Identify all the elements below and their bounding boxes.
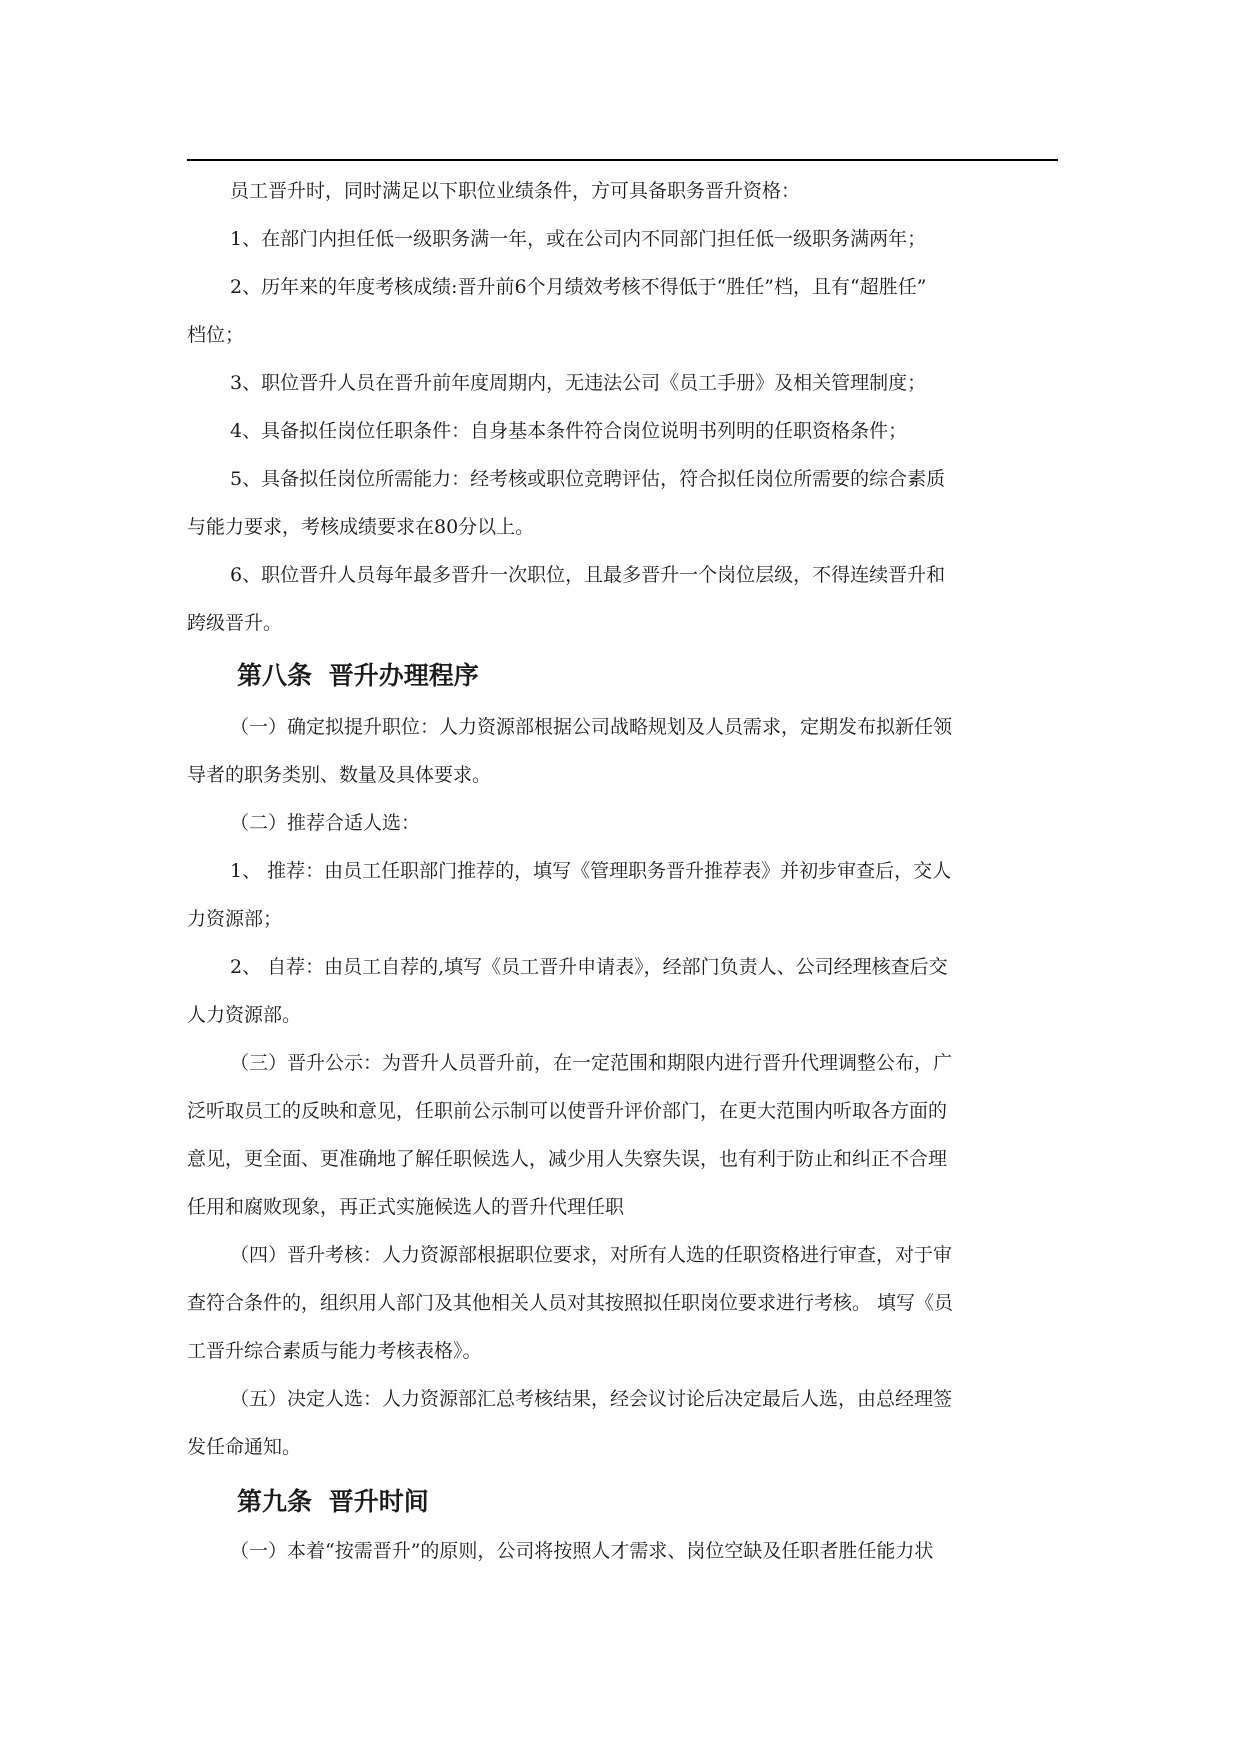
conditions-block	[187, 167, 1058, 647]
paragraph-line: 2、历年来的年度考核成绩:晋升前6个月绩效考核不得低于“胜任”档，且有“超胜任”	[230, 276, 927, 298]
paragraph-line: 3、职位晋升人员在晋升前年度周期内，无违法公司《员工手册》及相关管理制度；	[230, 372, 927, 394]
paragraph-line: （二）推荐合适人选：	[230, 812, 421, 834]
paragraph-line: 1、在部门内担任低一级职务满一年，或在公司内不同部门担任低一级职务满两年；	[230, 228, 927, 250]
paragraph-line: 人力资源部。	[187, 1004, 302, 1026]
paragraph-line: 2、 自荐：由员工自荐的,填写《员工晋升申请表》，经部门负责人、公司经理核查后交	[230, 956, 948, 978]
document-body	[187, 167, 1058, 1575]
paragraph-line: 6、职位晋升人员每年最多晋升一次职位，且最多晋升一个岗位层级，不得连续晋升和	[230, 564, 946, 586]
paragraph-line: 导者的职务类别、数量及具体要求。	[187, 764, 492, 786]
paragraph-line: 4、具备拟任岗位任职条件：自身基本条件符合岗位说明书列明的任职资格条件；	[230, 420, 908, 442]
timing-block	[187, 1527, 1058, 1575]
paragraph-line: 1、 推荐：由员工任职部门推荐的，填写《管理职务晋升推荐表》并初步审查后，交人	[230, 860, 952, 882]
paragraph-line: 与能力要求，考核成绩要求在80分以上。	[187, 516, 535, 538]
paragraph-line: 员工晋升时，同时满足以下职位业绩条件，方可具备职务晋升资格：	[230, 180, 801, 202]
paragraph-line: 意见，更全面、更准确地了解任职候选人，减少用人失察失误，也有利于防止和纠正不合理	[187, 1148, 948, 1170]
section-heading-9: 第九条 晋升时间	[237, 1487, 429, 1516]
paragraph-line: （一）确定拟提升职位：人力资源部根据公司战略规划及人员需求，定期发布拟新任领	[230, 716, 953, 738]
section-heading-8: 第八条 晋升办理程序	[237, 661, 479, 690]
paragraph-line: 力资源部；	[187, 908, 283, 930]
paragraph-line: 档位；	[187, 324, 245, 346]
procedure-block	[187, 703, 1058, 1471]
paragraph-line: （四）晋升考核：人力资源部根据职位要求，对所有人选的任职资格进行审查，对于审	[230, 1244, 953, 1266]
paragraph-line: （一）本着“按需晋升”的原则，公司将按照人才需求、岗位空缺及任职者胜任能力状	[230, 1540, 934, 1562]
paragraph-line: （三）晋升公示：为晋升人员晋升前，在一定范围和期限内进行晋升代理调整公布，广	[230, 1052, 953, 1074]
paragraph-line: 工晋升综合素质与能力考核表格》。	[187, 1340, 482, 1362]
paragraph-line: 任用和腐败现象，再正式实施候选人的晋升代理任职	[187, 1196, 625, 1218]
paragraph-line: 发任命通知。	[187, 1436, 302, 1458]
paragraph-line: 5、具备拟任岗位所需能力：经考核或职位竞聘评估，符合拟任岗位所需要的综合素质	[230, 468, 946, 490]
paragraph-line: （五）决定人选：人力资源部汇总考核结果，经会议讨论后决定最后人选，由总经理签	[230, 1388, 953, 1410]
paragraph-line: 泛听取员工的反映和意见，任职前公示制可以使晋升评价部门，在更大范围内听取各方面的	[187, 1100, 948, 1122]
header-rule	[187, 159, 1058, 161]
paragraph-line: 查符合条件的，组织用人部门及其他相关人员对其按照拟任职岗位要求进行考核。 填写《员	[187, 1292, 954, 1314]
paragraph-line: 跨级晋升。	[187, 612, 283, 634]
